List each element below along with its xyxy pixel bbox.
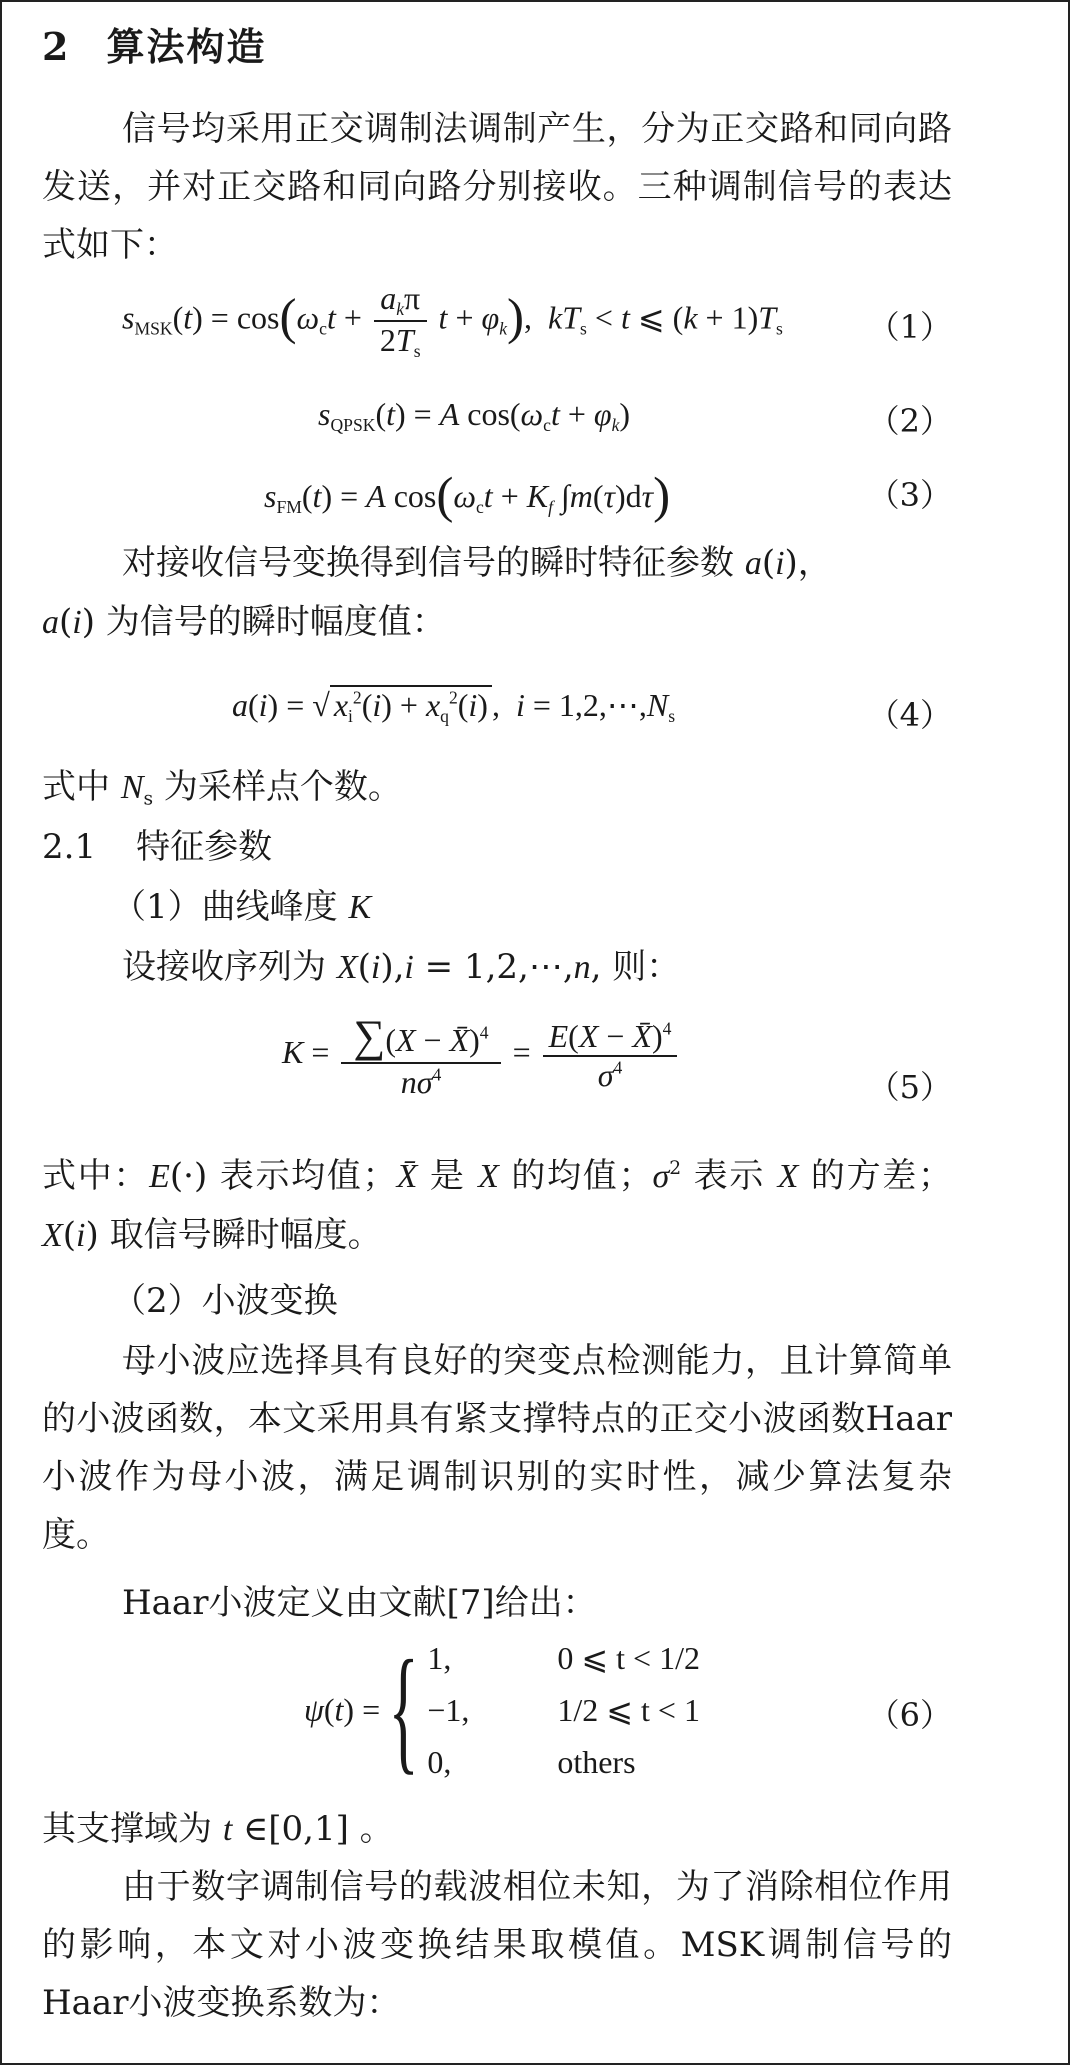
equation-6-case-condition: 0 ⩽ t < 1/2 — [557, 1640, 700, 1676]
kurtosis-def-a: 式中： — [42, 1156, 150, 1197]
equation-6-case-condition: others — [557, 1744, 636, 1780]
paragraph-support-a: 其支撑域为 — [42, 1809, 212, 1849]
equation-6-case-value: 1, — [427, 1640, 452, 1676]
paragraph-haar-def-text: Haar小波定义由文献[7]给出： — [122, 1583, 597, 1623]
paragraph-intro: 信号均采用正交调制法调制产生，分为正交路和同向路发送，并对正交路和同向路分别接收。三种调制信号的表达式如下： — [42, 109, 952, 265]
equation-4 — [42, 680, 952, 750]
equation-1 — [42, 280, 952, 370]
paragraph-sequence-b: 则： — [612, 947, 681, 987]
section-number: 2 — [42, 24, 71, 69]
equation-2-body: $s_{QPSK}(t) = A$ $\cos(\omega_ct + \varphi_k)$ — [318, 396, 631, 436]
equation-3 — [42, 460, 952, 530]
paragraph-instant-param: 对接收信号变换得到信号的瞬时特征参数 a(i)， a(i) 为信号的瞬时幅度值： — [42, 543, 832, 642]
subsection-number: 2.1 — [42, 827, 97, 867]
paragraph-mother-wavelet: 母小波应选择具有良好的突变点检测能力，且计算简单的小波函数，本文采用具有紧支撑特点的正交小波函数Haar小波作为母小波，满足调制识别的实时性，减少算法复杂度。 — [42, 1341, 952, 1555]
equation-6-case-row — [427, 1632, 700, 1684]
equation-1-number: （1） — [867, 308, 952, 346]
equation-6-cases — [427, 1632, 700, 1788]
paragraph-instant-param-b: 为信号的瞬时幅度值： — [105, 602, 446, 642]
equation-6-case-row — [427, 1736, 700, 1788]
equation-6-body: ψ(t) ={ 1, 0 ⩽ t < 1/2 −1, 1/2 ⩽ t < 1 0, others — [304, 1632, 700, 1787]
paragraph-haar-def — [42, 1574, 952, 1632]
paragraph-kurtosis-def: 式中：E(·) 表示均值；X̄ 是 X 的均值；$\sigma^2$ 表示 X 的方差；X(i) 取信号瞬时幅度。 — [42, 1156, 952, 1256]
equation-3-number: （3） — [867, 476, 952, 514]
item-wavelet — [42, 1272, 952, 1330]
equation-5-number: （5） — [867, 1068, 952, 1106]
equation-6-case-value: 0, — [427, 1744, 452, 1780]
subsection-title: 特征参数 — [136, 827, 273, 867]
equation-3-body: $s_{FM}(t) = A$ $\cos(\omega_ct + K_f$ ∫m(τ)dτ) — [264, 467, 671, 524]
equation-2-number: （2） — [867, 402, 952, 440]
equation-5 — [42, 1010, 952, 1140]
kurtosis-def-b: 表示均值； — [219, 1156, 397, 1197]
subsection-heading — [42, 818, 952, 876]
item-kurtosis: （1）曲线峰度 K — [112, 887, 372, 927]
kurtosis-def-c: 是 — [429, 1156, 466, 1197]
paragraph-sequence-a: 设接收序列为 — [122, 947, 326, 987]
equation-4-number: （4） — [867, 696, 952, 734]
equation-2 — [42, 392, 952, 452]
equation-5-body: K = $\frac{\sum(X - X̄)^4}{n\sigma^4}$ = $\frac{E(X - X̄)^4}{\sigma^4}$ — [282, 1010, 681, 1101]
paragraph-instant-param-a: 对接收信号变换得到信号的瞬时特征参数 — [122, 543, 734, 583]
kurtosis-def-e: 表示 — [693, 1156, 766, 1197]
section-heading — [42, 16, 266, 71]
kurtosis-def-d: 的均值； — [511, 1156, 653, 1197]
paragraph-support-b: 。 — [359, 1809, 394, 1849]
equation-4-body: a(i) = √ $x_i^2(i) + x_q^2(i)$ , $i = 1,2,\cdots,N_s$ — [232, 687, 676, 727]
equation-6-case-row — [427, 1684, 700, 1736]
kurtosis-def-f: 的方差； — [810, 1156, 952, 1197]
paragraph-ns-def-a: 式中 — [42, 767, 110, 807]
equation-1-body: $s_{MSK}(t) = \cos(\omega_ct$ + $\frac{a_k\pi}{2T_s}$ $t + \varphi_k$), $kT_s < t$ ⩽ $(k + 1)T_s$ — [122, 280, 783, 362]
equation-6-case-value: −1, — [427, 1692, 470, 1728]
paragraph-ns-def-b: 为采样点个数。 — [163, 767, 402, 807]
paragraph-msk-haar: 由于数字调制信号的载波相位未知，为了消除相位作用的影响，本文对小波变换结果取模值。MSK调制信号的Haar小波变换系数为： — [42, 1867, 952, 2023]
paragraph-support: 其支撑域为 t ∈[0,1] 。 — [42, 1809, 394, 1849]
section-title: 算法构造 — [106, 24, 267, 69]
paragraph-ns-def: 式中 $N_s$ 为采样点个数。 — [42, 767, 402, 810]
equation-6-number: （6） — [867, 1696, 952, 1734]
paragraph-sequence: 设接收序列为 X(i),i = 1,2,⋯,n, 则： — [122, 947, 681, 987]
item-wavelet-label: （2）小波变换 — [112, 1281, 338, 1321]
item-kurtosis-label: （1）曲线峰度 — [112, 887, 338, 927]
kurtosis-def-g: 取信号瞬时幅度。 — [109, 1215, 382, 1256]
equation-6 — [42, 1632, 952, 1792]
equation-6-case-condition: 1/2 ⩽ t < 1 — [557, 1692, 700, 1728]
